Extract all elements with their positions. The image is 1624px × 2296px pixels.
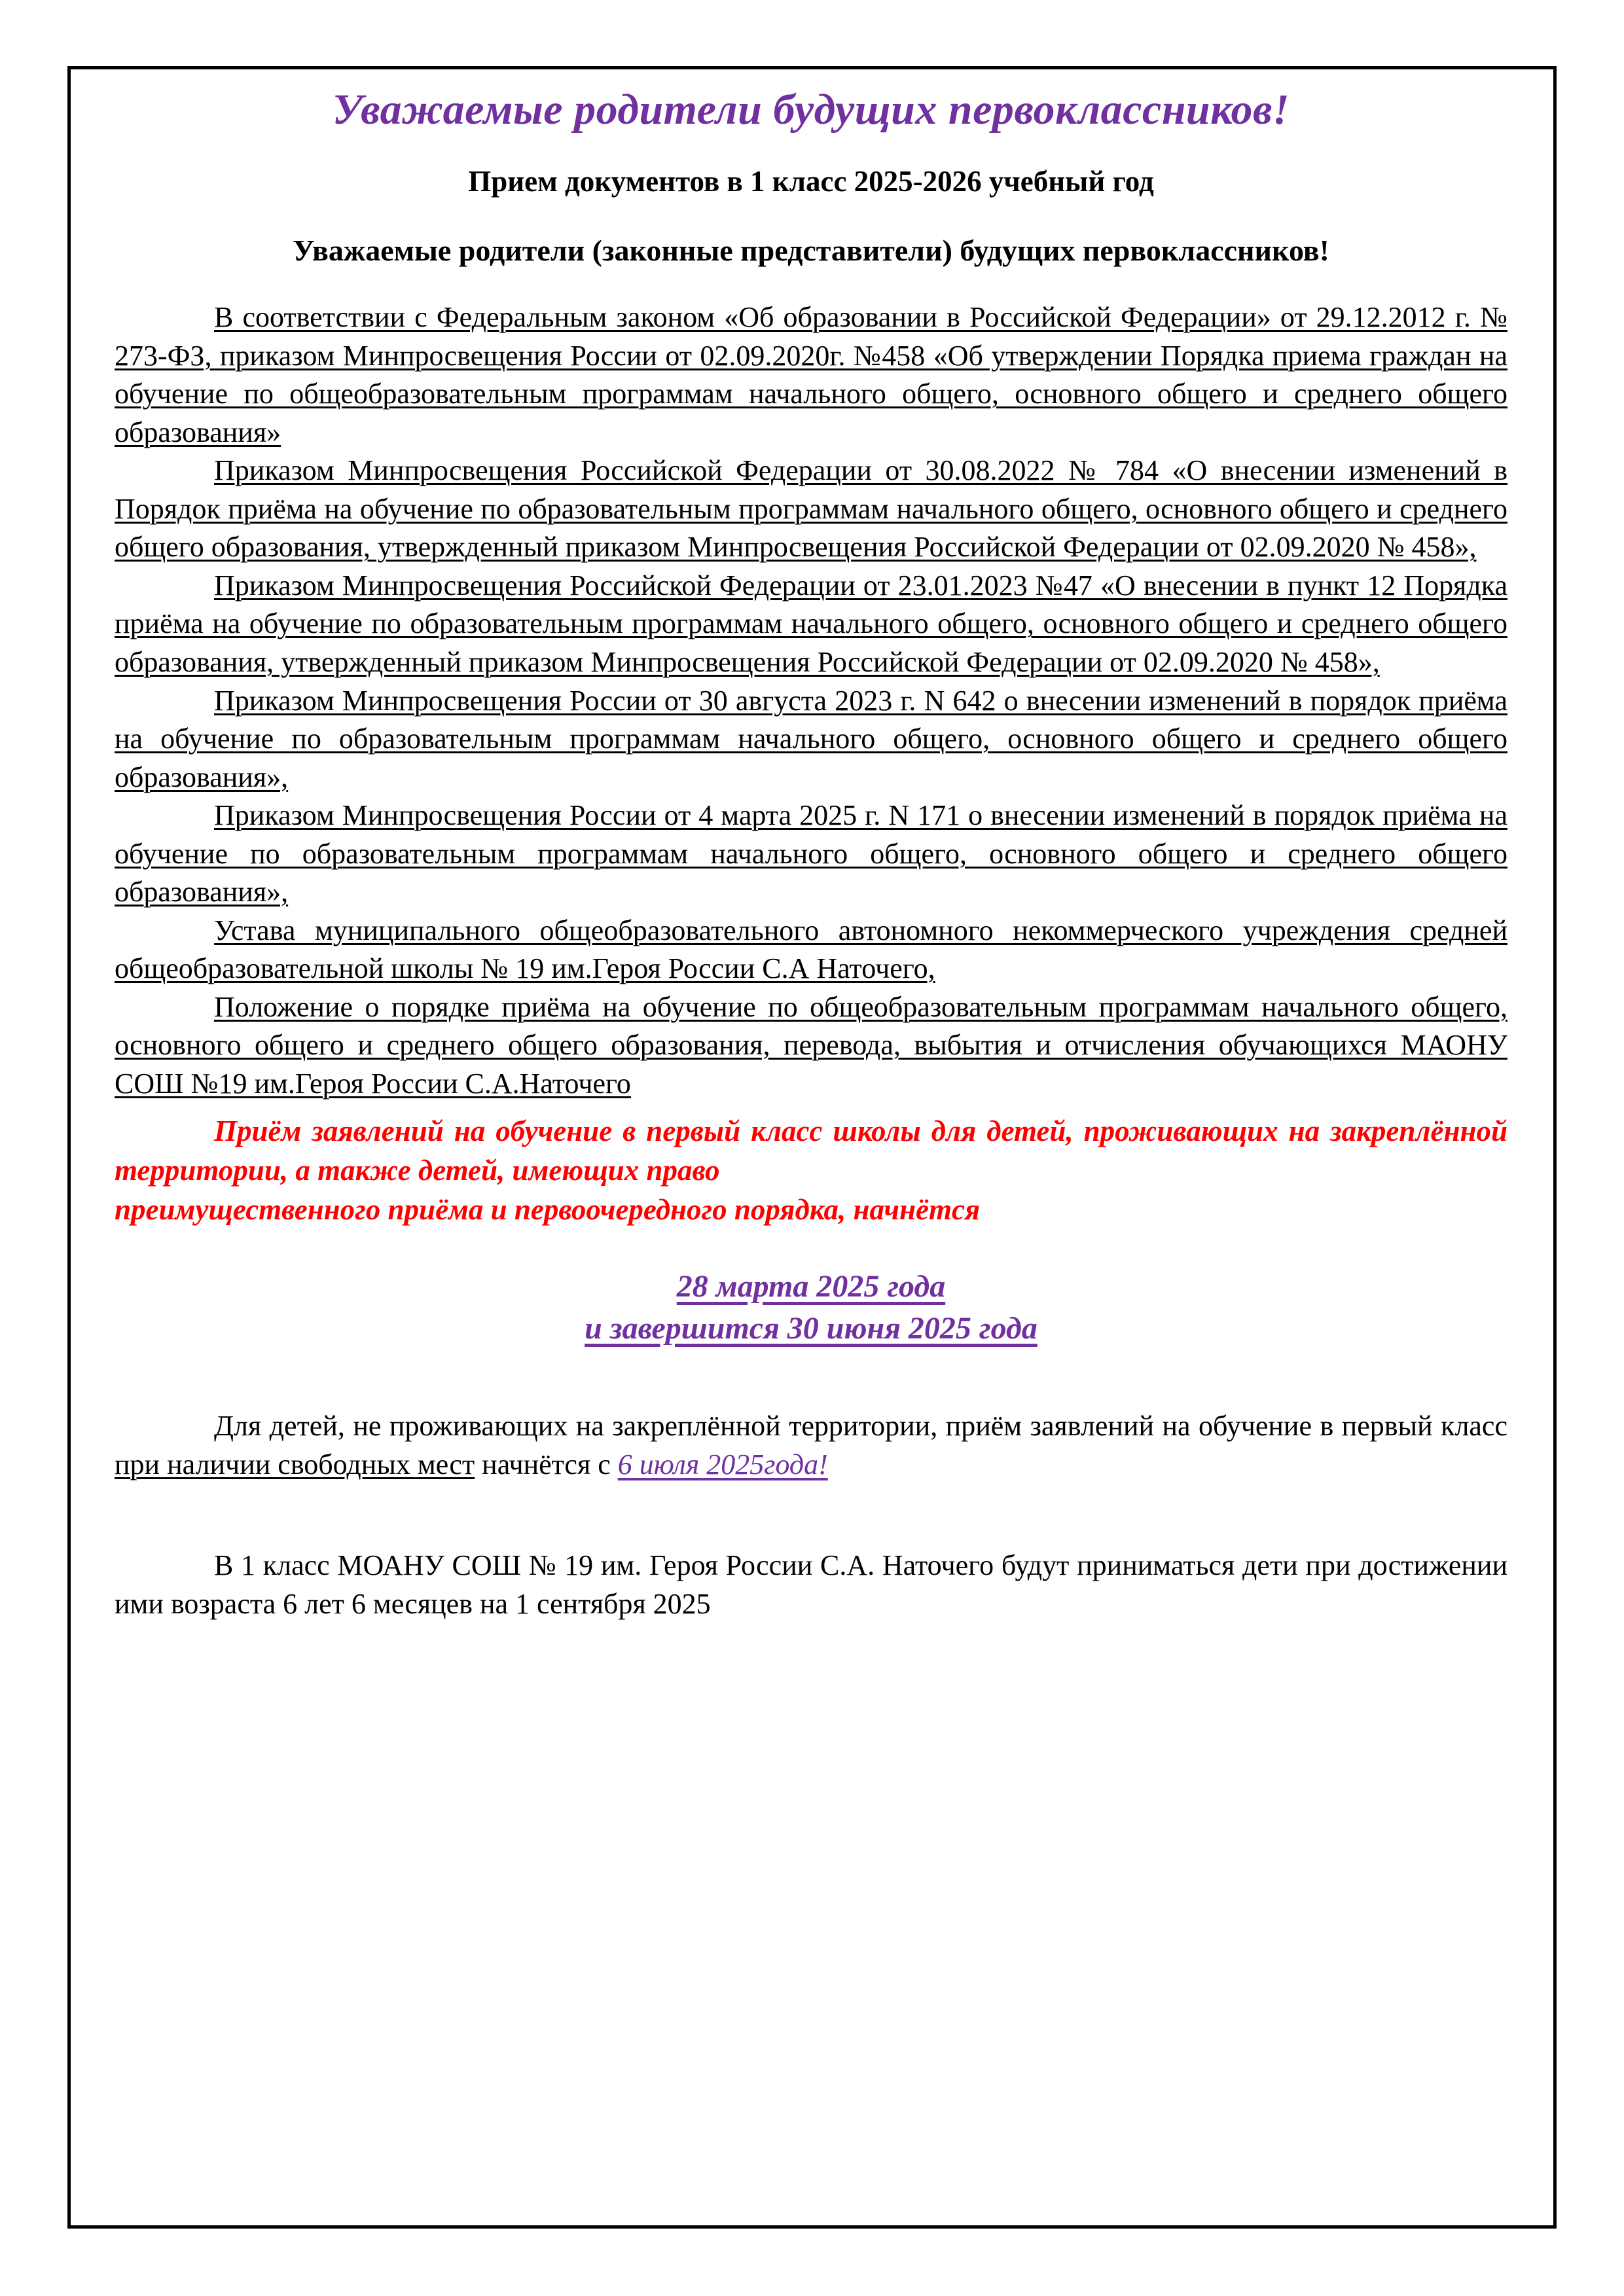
free-places-text-part-1: Для детей, не проживающих на закреплённой территории, приём заявлений на обучение в первый класс: [214, 1410, 1507, 1443]
paragraph-admission-regulation: Положение о порядке приёма на обучение по общеобразовательным программам начального общего, основного общего и среднего общего образования, перевода, выбытия и отчисления обучающихся МАОНУ СОШ №19 им.Героя России С.А.Наточего: [115, 990, 1507, 1100]
subtitle-admission-period: Прием документов в 1 класс 2025-2026 учебный год: [468, 165, 1154, 198]
document-content: [115, 77, 1507, 1623]
paragraph-order-171: Приказом Минпросвещения России от 4 марта 2025 г. N 171 о внесении изменений в порядок приёма на обучение по образовательным программам начального общего, основного общего и среднего общего образования»,: [115, 799, 1507, 908]
paragraph-order-784: Приказом Минпросвещения Российской Федерации от 30.08.2022 № 784 «О внесении изменений в Порядок приёма на обучение по образовательным программам начального общего, основного общего и среднего общего образования, утвержденный приказом Минпросвещения Российской Федерации от 02.09.2020 № 458»,: [115, 454, 1507, 564]
page-title: Уважаемые родители будущих первоклассников!: [332, 86, 1290, 134]
paragraph-federal-law: В соответствии с Федеральным законом «Об образовании в Российской Федерации» от 29.12.2012 г. № 273-ФЗ, приказом Минпросвещения России от 02.09.2020г. №458 «Об утверждении Порядка приема граждан на обучение по общеобразовательным программам начального общего, основного общего и среднего общего образования»: [115, 301, 1507, 448]
paragraph-order-47: Приказом Минпросвещения Российской Федерации от 23.01.2023 №47 «О внесении в пункт 12 Порядка приёма на обучение по образовательным программам начального общего, основного общего и среднего общего образования, утвержденный приказом Минпросвещения Российской Федерации от 02.09.2020 № 458»,: [115, 569, 1507, 678]
free-places-underlined-phrase: при наличии свободных мест: [115, 1448, 475, 1480]
paragraph-red-emphasis: [115, 1112, 1507, 1230]
free-places-text-part-2: начнётся с: [475, 1448, 618, 1480]
date-end-line: [115, 1308, 1507, 1350]
subtitle-parents-greeting: Уважаемые родители (законные представители) будущих первоклассников!: [293, 233, 1329, 267]
date-end-value: и завершится 30 июня 2025 года: [585, 1311, 1038, 1346]
free-places-start-date: 6 июля 2025года!: [617, 1448, 828, 1480]
red-text-line-1: Приём заявлений на обучение в первый класс школы для детей, проживающих на закреплённой территории, а также детей, имеющих право: [115, 1115, 1507, 1187]
paragraph-free-places: [115, 1407, 1507, 1484]
date-start-value: 28 марта 2025 года: [676, 1268, 946, 1304]
red-text-line-2: преимущественного приёма и первоочередного порядка, начнётся: [115, 1193, 981, 1226]
paragraph-order-642: Приказом Минпросвещения России от 30 августа 2023 г. N 642 о внесении изменений в порядок приёма на обучение по образовательным программам начального общего, основного общего и среднего общего образования»,: [115, 684, 1507, 793]
paragraph-school-charter: Устава муниципального общеобразовательного автономного некоммерческого учреждения средней общеобразовательной школы № 19 им.Героя России С.А Наточего,: [115, 914, 1507, 985]
date-start-line: [115, 1266, 1507, 1308]
paragraph-age-requirement: В 1 класс МОАНУ СОШ № 19 им. Героя России С.А. Наточего будут приниматься дети при достижении ими возраста 6 лет 6 месяцев на 1 сентября 2025: [115, 1549, 1507, 1620]
